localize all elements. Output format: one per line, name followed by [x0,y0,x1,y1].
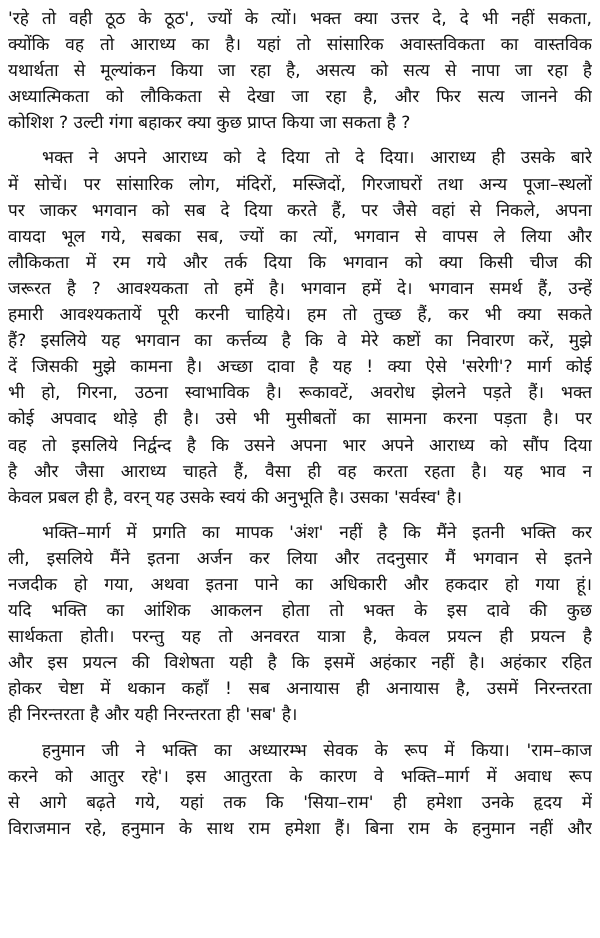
paragraph-spacer [8,729,592,738]
text-line: भक्ति–मार्ग में प्रगति का मापक 'अंश' नहीं है कि मैंने इतनी भक्ति कर [42,522,592,543]
text-line: और इस प्रयत्न की विशेषता यही है कि इसमें अहंकार नहीं है। अहंकार रहित [8,653,592,674]
text-line: पर जाकर भगवान को सब दे दिया करते हैं, पर जैसे वहां से निकले, अपना [8,200,592,221]
text-line: ली, इसलिये मैंने इतना अर्जन कर लिया और तदनुसार मैं भगवान से इतने [8,548,592,569]
paragraph-4 [8,738,592,842]
text-line: है और जैसा आराध्य चाहते हैं, वैसा ही वह करता रहता है। यह भाव न [8,461,592,482]
paragraph-2 [8,145,592,510]
text-line: 'रहे तो वही ठूठ के ठूठ', ज्यों के त्यों। भक्त क्या उत्तर दे, दे भी नहीं सकता, [8,9,592,29]
text-line: वह तो इसलिये निर्द्वन्द है कि उसने अपना भार अपने आराध्य को सौंप दिया [8,435,592,456]
text-line: केवल प्रबल ही है, वरन् यह उसके स्वयं की अनुभूति है। उसका 'सर्वस्व' है। [8,487,463,508]
text-line: वायदा भूल गये, सबका सब, ज्यों का त्यों, भगवान से वापस ले लिया और [8,226,592,247]
text-line: लौकिकता में रम गये और तर्क दिया कि भगवान को क्या किसी चीज की [8,252,592,273]
text-line: विराजमान रहे, हनुमान के साथ राम हमेशा हैं। बिना राम के हनुमान नहीं और [8,818,592,839]
text-line: यथार्थता से मूल्यांकन किया जा रहा है, असत्य को सत्य से नापा जा रहा है [8,61,592,82]
text-line: सार्थकता होती। परन्तु यह तो अनवरत यात्रा है, केवल प्रयत्न ही प्रयत्न है [8,627,592,648]
text-line: हमारी आवश्यकतायें पूरी करनी चाहिये। हम तो तुच्छ हैं, कर भी क्या सकते [8,305,592,326]
text-line: भक्त ने अपने आराध्य को दे दिया तो दे दिया। आराध्य ही उसके बारे [42,148,592,169]
paragraph-spacer [8,136,592,145]
text-line: क्योंकि वह तो आराध्य का है। यहां तो सांसारिक अवास्तविकता का वास्तविक [8,35,592,56]
text-line: करने को आतुर रहे'। इस आतुरता के कारण वे भक्ति–मार्ग में अवाध रूप [8,766,592,787]
paragraph-spacer [8,511,592,520]
text-line: कोई अपवाद थोड़े ही है। उसे भी मुसीबतों का सामना करना पड़ता है। पर [8,409,592,430]
paragraph-1 [8,6,592,136]
text-line: में सोचें। पर सांसारिक लोग, मंदिरों, मस्जिदों, गिरजाघरों तथा अन्य पूजा–स्थलों [8,174,592,195]
text-line: होकर चेष्टा में थकान कहाँ ! सब अनायास ही अनायास है, उसमें निरन्तरता [8,679,592,700]
text-line: दें जिसकी मुझे कामना है। अच्छा दावा है यह ! क्या ऐसे 'सरेगी'? मार्ग कोई [8,357,592,378]
paragraph-3 [8,520,592,729]
text-line: अध्यात्मिकता को लौकिकता से देखा जा रहा है, और फिर सत्य जानने की [8,87,592,108]
text-line: हनुमान जी ने भक्ति का अध्यारम्भ सेवक के रूप में किया। 'राम–काज [42,740,592,761]
text-line: भी हो, गिरना, उठना स्वाभाविक है। रूकावटें, अवरोध झेलने पड़ते हैं। भक्त [8,383,592,404]
text-line: जरूरत है ? आवश्यकता तो हमें है। भगवान हमें दे। भगवान समर्थ हैं, उन्हें [8,278,592,299]
text-line: हैं? इसलिये यह भगवान का कर्त्तव्य है कि वे मेरे कष्टों का निवारण करें, मुझे [8,331,592,352]
text-line: यदि भक्ति का आंशिक आकलन होता तो भक्त के इस दावे की कुछ [8,601,592,622]
text-line: कोशिश ? उल्टी गंगा बहाकर क्या कुछ प्राप्त किया जा सकता है ? [8,113,411,134]
text-line: से आगे बढ़ते गये, यहां तक कि 'सिया–राम' ही हमेशा उनके हृदय में [8,792,592,813]
text-line: ही निरन्तरता है और यही निरन्तरता ही 'सब' है। [8,705,298,726]
text-line: नजदीक हो गया, अथवा इतना पाने का अधिकारी और हकदार हो गया हूं। [8,574,592,595]
